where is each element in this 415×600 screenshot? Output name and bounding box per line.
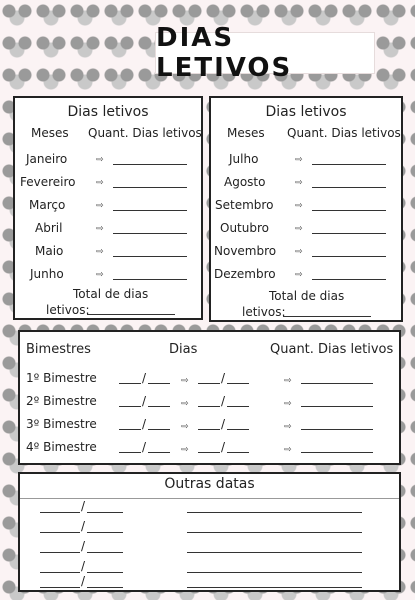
- end-date-line[interactable]: [198, 383, 220, 384]
- date-line[interactable]: [87, 552, 123, 553]
- start-date-line[interactable]: [119, 383, 141, 384]
- days-input-line[interactable]: [113, 233, 187, 234]
- arrow-right-icon: ⇨: [284, 445, 292, 455]
- semester-1-panel: [13, 96, 203, 320]
- month-label: Novembro: [214, 244, 277, 258]
- arrow-right-icon: ⇨: [284, 422, 292, 432]
- event-description-line[interactable]: [187, 552, 362, 553]
- date-slash: /: [81, 574, 86, 588]
- month-label: Setembro: [215, 198, 274, 212]
- arrow-right-icon: ⇨: [96, 178, 104, 188]
- bimester-label: 2º Bimestre: [26, 394, 97, 408]
- event-description-line[interactable]: [187, 512, 362, 513]
- bimesters-panel: [18, 330, 401, 465]
- date-line[interactable]: [40, 512, 80, 513]
- semester-1-heading: Dias letivos: [67, 104, 149, 120]
- days-input-line[interactable]: [312, 187, 386, 188]
- arrow-right-icon: ⇨: [96, 270, 104, 280]
- quant-days-line[interactable]: [301, 452, 373, 453]
- end-date-line[interactable]: [198, 429, 220, 430]
- bimesters-col-bimestres: Bimestres: [26, 342, 91, 357]
- semester-2-panel: [209, 96, 403, 322]
- end-date-line[interactable]: [198, 406, 220, 407]
- date-line[interactable]: [40, 587, 80, 588]
- start-date-line[interactable]: [148, 429, 170, 430]
- arrow-right-icon: ⇨: [295, 178, 303, 188]
- days-input-line[interactable]: [113, 256, 187, 257]
- month-label: Fevereiro: [20, 175, 76, 189]
- semester-2-heading: Dias letivos: [265, 104, 347, 120]
- days-input-line[interactable]: [312, 164, 386, 165]
- start-date-line[interactable]: [119, 406, 141, 407]
- month-label: Março: [29, 198, 66, 212]
- date-line[interactable]: [40, 572, 80, 573]
- date-line[interactable]: [87, 572, 123, 573]
- end-date-line[interactable]: [227, 429, 249, 430]
- date-line[interactable]: [40, 552, 80, 553]
- arrow-right-icon: ⇨: [181, 422, 189, 432]
- days-input-line[interactable]: [113, 164, 187, 165]
- date-slash: /: [81, 539, 86, 553]
- arrow-right-icon: ⇨: [284, 376, 292, 386]
- date-slash: /: [142, 394, 147, 408]
- other-dates-heading: Outras datas: [164, 476, 255, 492]
- arrow-right-icon: ⇨: [295, 247, 303, 257]
- arrow-right-icon: ⇨: [181, 399, 189, 409]
- month-label: Agosto: [224, 175, 266, 189]
- date-slash: /: [221, 417, 226, 431]
- event-description-line[interactable]: [187, 532, 362, 533]
- total-input-line[interactable]: [87, 314, 175, 315]
- end-date-line[interactable]: [227, 406, 249, 407]
- total-label: Total de dias: [73, 287, 149, 301]
- title-box: [155, 23, 375, 83]
- bimesters-col-dias: Dias: [169, 342, 198, 357]
- quant-days-line[interactable]: [301, 429, 373, 430]
- days-input-line[interactable]: [312, 233, 386, 234]
- date-slash: /: [81, 499, 86, 513]
- semester-2-col-quant: Quant. Dias letivos: [287, 126, 401, 140]
- semester-2-col-months: Meses: [227, 126, 265, 140]
- start-date-line[interactable]: [148, 452, 170, 453]
- date-slash: /: [142, 440, 147, 454]
- arrow-right-icon: ⇨: [284, 399, 292, 409]
- date-line[interactable]: [87, 587, 123, 588]
- end-date-line[interactable]: [227, 383, 249, 384]
- event-description-line[interactable]: [187, 572, 362, 573]
- other-dates-panel: [18, 472, 401, 592]
- date-slash: /: [81, 559, 86, 573]
- quant-days-line[interactable]: [301, 406, 373, 407]
- month-label: Janeiro: [26, 152, 68, 166]
- days-input-line[interactable]: [113, 279, 187, 280]
- arrow-right-icon: ⇨: [295, 270, 303, 280]
- date-slash: /: [142, 371, 147, 385]
- date-slash: /: [221, 440, 226, 454]
- month-label: Maio: [35, 244, 64, 258]
- end-date-line[interactable]: [227, 452, 249, 453]
- total-label: Total de dias: [269, 289, 345, 303]
- bimester-label: 4º Bimestre: [26, 440, 97, 454]
- arrow-right-icon: ⇨: [295, 155, 303, 165]
- bimester-label: 3º Bimestre: [26, 417, 97, 431]
- month-label: Outubro: [220, 221, 269, 235]
- arrow-right-icon: ⇨: [295, 201, 303, 211]
- start-date-line[interactable]: [119, 429, 141, 430]
- semester-1-col-months: Meses: [31, 126, 69, 140]
- total-label: letivos:: [46, 303, 90, 317]
- month-label: Dezembro: [214, 267, 276, 281]
- page-title: DIAS LETIVOS: [156, 23, 293, 83]
- total-input-line[interactable]: [283, 316, 371, 317]
- date-line[interactable]: [87, 512, 123, 513]
- arrow-right-icon: ⇨: [96, 201, 104, 211]
- arrow-right-icon: ⇨: [96, 247, 104, 257]
- month-label: Julho: [229, 152, 259, 166]
- date-line[interactable]: [40, 532, 80, 533]
- start-date-line[interactable]: [148, 406, 170, 407]
- days-input-line[interactable]: [312, 256, 386, 257]
- date-slash: /: [142, 417, 147, 431]
- quant-days-line[interactable]: [301, 383, 373, 384]
- date-slash: /: [221, 371, 226, 385]
- arrow-right-icon: ⇨: [181, 445, 189, 455]
- arrow-right-icon: ⇨: [295, 224, 303, 234]
- date-line[interactable]: [87, 532, 123, 533]
- event-description-line[interactable]: [187, 587, 362, 588]
- semester-1-col-quant: Quant. Dias letivos: [88, 126, 202, 140]
- days-input-line[interactable]: [312, 210, 386, 211]
- days-input-line[interactable]: [113, 187, 187, 188]
- start-date-line[interactable]: [148, 383, 170, 384]
- heading-divider: [20, 498, 399, 499]
- arrow-right-icon: ⇨: [96, 224, 104, 234]
- total-label: letivos:: [242, 305, 286, 319]
- days-input-line[interactable]: [312, 279, 386, 280]
- date-slash: /: [81, 519, 86, 533]
- days-input-line[interactable]: [113, 210, 187, 211]
- bimesters-col-quant: Quant. Dias letivos: [270, 342, 394, 357]
- month-label: Junho: [30, 267, 64, 281]
- bimester-label: 1º Bimestre: [26, 371, 97, 385]
- month-label: Abril: [35, 221, 63, 235]
- start-date-line[interactable]: [119, 452, 141, 453]
- arrow-right-icon: ⇨: [181, 376, 189, 386]
- arrow-right-icon: ⇨: [96, 155, 104, 165]
- date-slash: /: [221, 394, 226, 408]
- end-date-line[interactable]: [198, 452, 220, 453]
